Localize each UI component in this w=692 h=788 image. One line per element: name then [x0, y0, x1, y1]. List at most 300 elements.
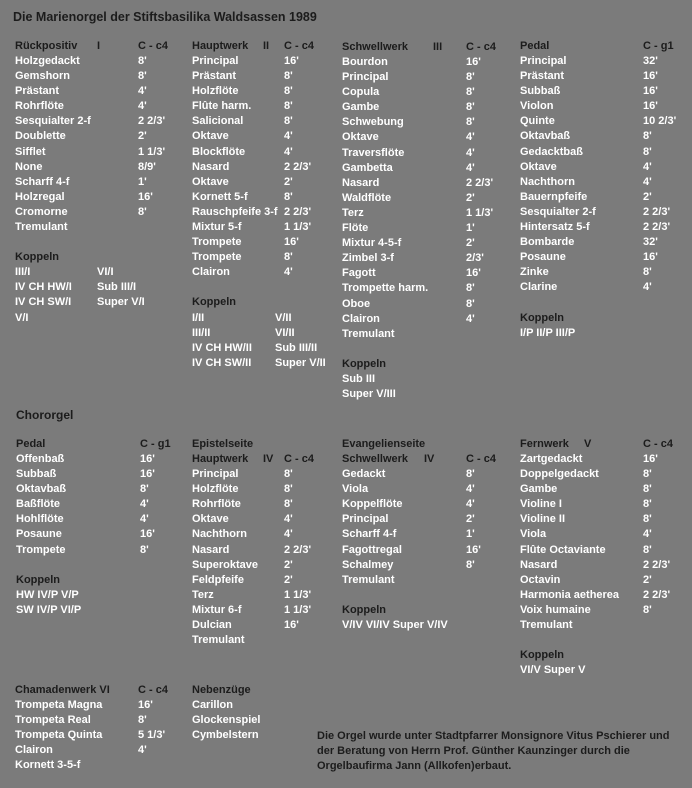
stop-name: Nasard: [342, 176, 380, 189]
stop-name: Bauernpfeife: [520, 190, 588, 203]
stop-footage: 8': [466, 468, 475, 481]
nebenzug-item: Cymbelstern: [192, 729, 259, 742]
stop-name: Viola: [342, 483, 369, 496]
stop-footage: 8/9': [138, 160, 156, 173]
stop-footage: 4': [140, 513, 149, 526]
stop-row: [342, 116, 517, 131]
division-chor-pedal: [16, 438, 191, 619]
stop-row: [520, 574, 692, 589]
stop-name: Flûte Octaviante: [520, 543, 606, 556]
stop-footage: 16': [284, 236, 299, 249]
division-fernwerk: [520, 438, 692, 679]
stop-row: [342, 483, 517, 498]
stop-row: [192, 468, 367, 483]
stop-row: [342, 498, 517, 513]
stop-footage: 8': [643, 543, 652, 556]
division-compass: C - c4: [643, 438, 673, 450]
koppeln-heading: Koppeln: [342, 357, 386, 370]
builder-note: Die Orgel wurde unter Stadtpfarrer Monsignore Vitus Pschierer und der Beratung von Herrn Prof. Günther Kaunzinger durch die Orgelbaufirma Jann (Allkofen)erbaut.: [317, 730, 670, 772]
stop-footage: 4': [466, 498, 475, 511]
stop-row: [192, 528, 367, 543]
koppeln-heading: Koppeln: [342, 603, 386, 616]
stop-name: Holzflöte: [192, 483, 239, 496]
stop-name: Clairon: [342, 312, 380, 325]
koppel-item: HW IV/P V/P: [16, 588, 79, 601]
koppel-item: I/II: [192, 311, 205, 324]
koppel-item: Super V/II: [275, 356, 326, 369]
stop-row: [520, 146, 692, 161]
stop-footage: 4': [284, 266, 293, 279]
stop-name: Nachthorn: [192, 528, 247, 541]
stop-name: Hintersatz 5-f: [520, 221, 590, 234]
stop-name: Octavin: [520, 573, 561, 586]
stop-row: [16, 498, 191, 513]
stop-footage: 4': [284, 130, 293, 143]
stop-row: [15, 744, 190, 759]
stop-row: [192, 619, 367, 634]
koppel-row: [15, 312, 190, 327]
koppel-item: VI/I: [97, 266, 114, 279]
stop-row: [192, 221, 367, 236]
koppel-item: Sub III/II: [275, 341, 318, 354]
division-hauptwerk: [192, 40, 367, 372]
stop-row: [192, 589, 367, 604]
stop-list: [520, 453, 692, 634]
stop-name: Scharff 4-f: [342, 528, 397, 541]
division-header: [192, 40, 367, 55]
koppel-row: [192, 342, 367, 357]
stop-row: [192, 604, 367, 619]
division-header: [520, 40, 692, 55]
stop-footage: 16': [138, 190, 153, 203]
stop-footage: 8': [643, 145, 652, 158]
division-compass: C - c4: [138, 684, 168, 696]
stop-name: Rohrflöte: [192, 498, 241, 511]
stop-footage: 2 2/3': [643, 588, 671, 601]
koppeln-heading: Koppeln: [16, 573, 60, 586]
stop-row: [342, 207, 517, 222]
division-header: [16, 438, 191, 453]
stop-name: Sesquialter 2-f: [520, 205, 596, 218]
stop-name: Tremulant: [15, 221, 68, 234]
stop-row: [520, 266, 692, 281]
stop-row: [15, 115, 190, 130]
stop-row: [342, 131, 517, 146]
koppel-item: Sub III/I: [97, 281, 137, 294]
stop-footage: 8': [284, 115, 293, 128]
stop-name: Fagott: [342, 267, 376, 280]
stop-list: [520, 55, 692, 297]
koppel-item: IV CH HW/I: [15, 281, 72, 294]
koppeln-list: [192, 312, 367, 372]
stop-row: [342, 544, 517, 559]
stop-row: [15, 70, 190, 85]
stop-name: Gambetta: [342, 161, 393, 174]
stop-footage: 8': [643, 130, 652, 143]
stop-name: Nachthorn: [520, 175, 575, 188]
stop-name: Terz: [342, 206, 364, 219]
stop-name: Nasard: [192, 543, 230, 556]
koppel-row: [15, 281, 190, 296]
stop-footage: 32': [643, 55, 658, 67]
stop-row: [342, 282, 517, 297]
nebenzug-item: Carillon: [192, 699, 233, 712]
koppel-item: SW IV/P VI/P: [16, 603, 82, 616]
division-rueckpositiv: [15, 40, 190, 327]
stop-footage: 8': [284, 251, 293, 264]
stop-row: [192, 100, 367, 115]
koppel-item: IV CH HW/II: [192, 341, 252, 354]
stop-name: Koppelflöte: [342, 498, 403, 511]
stop-name: Tremulant: [520, 619, 573, 632]
division-compass: C - c4: [284, 40, 314, 52]
koppeln-heading: Koppeln: [192, 296, 236, 309]
stop-row: [16, 528, 191, 543]
stop-name: Hohlflöte: [16, 513, 64, 526]
division-name: Schwellwerk: [342, 453, 409, 466]
stop-row: [520, 236, 692, 251]
stop-footage: 1': [466, 222, 475, 235]
stop-row: [15, 191, 190, 206]
stop-name: Trompette harm.: [342, 282, 429, 295]
koppel-row: [192, 327, 367, 342]
stop-row: [16, 483, 191, 498]
stop-name: Blockflöte: [192, 145, 246, 158]
stop-name: None: [15, 160, 43, 173]
stop-footage: 4': [284, 513, 293, 526]
stop-name: Harmonia aetherea: [520, 588, 620, 601]
stop-row: [342, 252, 517, 267]
stop-name: Waldflöte: [342, 191, 392, 204]
stop-name: Trompete: [16, 543, 66, 556]
stop-row: [16, 453, 191, 468]
stop-row: [192, 498, 367, 513]
koppel-item: VI/V Super V: [520, 664, 586, 677]
stop-row: [192, 544, 367, 559]
stop-row: [192, 483, 367, 498]
stop-name: Flöte: [342, 222, 369, 235]
koppel-item: IV CH SW/I: [15, 296, 72, 309]
stop-row: [15, 206, 190, 221]
stop-name: Tremulant: [192, 634, 245, 647]
stop-row: [342, 222, 517, 237]
stop-footage: 1': [466, 528, 475, 541]
division-name: Chamadenwerk VI: [15, 684, 110, 696]
stop-row: [520, 498, 692, 513]
stop-name: Terz: [192, 588, 214, 601]
stop-footage: 4': [140, 498, 149, 511]
stop-name: Oboe: [342, 297, 371, 310]
stop-row: [192, 70, 367, 85]
division-name: Hauptwerk: [192, 453, 249, 466]
division-pedal: [520, 40, 692, 342]
stop-list: [342, 56, 517, 343]
stop-row: [520, 589, 692, 604]
stop-row: [192, 130, 367, 145]
stop-footage: 1 1/3': [284, 603, 312, 616]
stop-row: [520, 528, 692, 543]
stop-footage: 16': [284, 619, 299, 632]
stop-footage: 16': [140, 468, 155, 481]
stop-row: [520, 513, 692, 528]
stop-footage: 8': [138, 55, 147, 67]
stop-row: [15, 161, 190, 176]
division-chor-schwellwerk: [342, 438, 517, 634]
koppel-item: I/P II/P III/P: [520, 326, 576, 339]
nebenzug-item: Glockenspiel: [192, 714, 261, 727]
stop-row: [192, 85, 367, 100]
stop-name: Violine I: [520, 498, 562, 511]
stop-footage: 16': [643, 70, 658, 83]
division-numeral: III: [433, 41, 443, 53]
division-name: Pedal: [16, 438, 46, 450]
stop-name: Principal: [342, 71, 389, 84]
stop-row: [520, 115, 692, 130]
stop-row: [342, 559, 517, 574]
stop-row: [342, 528, 517, 543]
stop-footage: 2': [284, 558, 293, 571]
stop-row: [15, 146, 190, 161]
stop-row: [342, 267, 517, 282]
division-side: Evangelienseite: [342, 438, 426, 450]
stop-row: [342, 298, 517, 313]
stop-footage: 16': [643, 100, 658, 113]
stop-footage: 8': [284, 498, 293, 511]
stop-row: [342, 574, 517, 589]
stop-name: Superoktave: [192, 558, 259, 571]
stop-row: [342, 328, 517, 343]
stop-footage: 8': [140, 483, 149, 496]
stop-name: Viola: [520, 528, 547, 541]
stop-row: [520, 130, 692, 145]
stop-footage: 2': [466, 513, 475, 526]
stop-footage: 8': [466, 297, 475, 310]
stop-footage: 16': [140, 453, 155, 465]
koppel-item: Super V/III: [342, 387, 396, 400]
stop-list: [342, 468, 517, 589]
division-name: Hauptwerk: [192, 40, 249, 52]
division-name: Pedal: [520, 40, 550, 52]
stop-row: [192, 634, 367, 649]
stop-row: [15, 55, 190, 70]
division-chor-hauptwerk: [192, 438, 367, 649]
stop-footage: 8': [138, 70, 147, 83]
stop-footage: 16': [466, 267, 481, 280]
stop-name: Gambe: [342, 101, 380, 114]
stop-name: Trompete: [192, 236, 242, 249]
koppel-row: [15, 266, 190, 281]
stop-name: Zimbel 3-f: [342, 252, 394, 265]
stop-row: [15, 85, 190, 100]
stop-footage: 16': [284, 55, 299, 67]
stop-footage: 4': [466, 131, 475, 144]
stop-list: [192, 468, 367, 649]
stop-name: Gambe: [520, 483, 558, 496]
stop-name: Sifflet: [15, 145, 46, 158]
stop-footage: 16': [466, 543, 481, 556]
stop-row: [192, 236, 367, 251]
stop-footage: 10 2/3': [643, 115, 677, 128]
stop-name: Posaune: [16, 528, 62, 541]
koppel-item: V/II: [275, 311, 292, 324]
stop-row: [15, 759, 190, 774]
stop-row: [520, 70, 692, 85]
stop-footage: 8': [643, 603, 652, 616]
stop-row: [520, 100, 692, 115]
stop-row: [15, 100, 190, 115]
stop-name: Posaune: [520, 251, 566, 264]
stop-footage: 8': [466, 282, 475, 295]
stop-name: Gedackt: [342, 468, 386, 481]
koppel-item: VI/II: [275, 326, 295, 339]
stop-footage: 1 1/3': [284, 221, 312, 234]
stop-footage: 8': [643, 513, 652, 526]
koppel-item: IV CH SW/II: [192, 356, 252, 369]
stop-row: [16, 468, 191, 483]
stop-footage: 8': [284, 85, 293, 98]
stop-footage: 8': [466, 71, 475, 84]
stop-footage: 2 2/3': [643, 221, 671, 234]
division-compass: C - g1: [140, 438, 171, 450]
stop-footage: 4': [643, 175, 652, 188]
stop-footage: 2 2/3': [284, 543, 312, 556]
stop-row: [342, 86, 517, 101]
stop-footage: 2': [284, 175, 293, 188]
stop-footage: 1 1/3': [284, 588, 312, 601]
stop-footage: 32': [643, 236, 658, 249]
division-header: [342, 41, 517, 56]
stop-footage: 8': [466, 86, 475, 99]
stop-footage: 2 2/3': [138, 115, 166, 128]
stop-name: Rauschpfeife 3-f: [192, 205, 278, 218]
division-numeral: V: [584, 438, 592, 450]
stop-name: Subbaß: [520, 85, 561, 98]
koppeln-heading: Koppeln: [15, 251, 59, 264]
stop-name: Feldpfeife: [192, 573, 244, 586]
division-header: [192, 453, 367, 468]
stop-name: Doublette: [15, 130, 66, 143]
stop-footage: 8': [140, 543, 149, 556]
stop-name: Traversflöte: [342, 146, 405, 159]
stop-footage: 16': [643, 85, 658, 98]
koppel-item: V/IV VI/IV Super V/IV: [342, 618, 448, 631]
stop-name: Flûte harm.: [192, 100, 252, 113]
stop-row: [342, 468, 517, 483]
stop-name: Schalmey: [342, 558, 394, 571]
division-header: [15, 40, 190, 55]
stop-name: Principal: [520, 55, 567, 67]
division-numeral: II: [263, 40, 270, 52]
stop-name: Tremulant: [342, 327, 395, 340]
stop-name: Oktavbaß: [16, 483, 67, 496]
stop-footage: 2': [466, 237, 475, 250]
stop-row: [342, 162, 517, 177]
division-name: Rückpositiv: [15, 40, 78, 52]
stop-name: Tremulant: [342, 573, 395, 586]
stop-row: [520, 176, 692, 191]
stop-name: Dulcian: [192, 619, 232, 632]
stop-row: [342, 177, 517, 192]
division-schwellwerk: [342, 41, 517, 403]
stop-name: Voix humaine: [520, 603, 591, 616]
stop-footage: 8': [643, 468, 652, 481]
stop-footage: 16': [466, 56, 481, 68]
stop-footage: 5 1/3': [138, 729, 166, 742]
stop-row: [342, 101, 517, 116]
stop-name: Clairon: [192, 266, 230, 279]
stop-row: [342, 313, 517, 328]
stop-footage: 16': [138, 699, 153, 711]
stop-name: Kornett 5-f: [192, 190, 248, 203]
stop-footage: 4': [643, 160, 652, 173]
stop-name: Oktavbaß: [520, 130, 571, 143]
stop-name: Oktave: [342, 131, 379, 144]
division-compass: C - c4: [138, 40, 168, 52]
stop-name: Prästant: [15, 85, 60, 98]
stop-row: [520, 55, 692, 70]
division-compass: C - c4: [466, 41, 496, 53]
stop-row: [342, 192, 517, 207]
stop-name: Principal: [342, 513, 389, 526]
stop-name: Principal: [192, 55, 239, 67]
stop-footage: 8': [138, 714, 147, 727]
division-header: [342, 453, 517, 468]
stop-footage: 8': [643, 266, 652, 279]
stop-footage: 2/3': [466, 252, 484, 265]
stop-row: [192, 115, 367, 130]
division-numeral: IV: [263, 453, 274, 466]
stop-row: [520, 221, 692, 236]
stop-footage: 2': [138, 130, 147, 143]
stop-name: Baßflöte: [16, 498, 60, 511]
stop-name: Gedacktbaß: [520, 145, 583, 158]
stop-footage: 2': [284, 573, 293, 586]
stop-footage: 2': [466, 191, 475, 204]
stop-list: [15, 55, 190, 236]
koppeln-heading: Koppeln: [520, 649, 564, 662]
stop-name: Zartgedackt: [520, 453, 583, 465]
stop-row: [15, 699, 190, 714]
stop-name: Oktave: [192, 513, 229, 526]
division-compass: C - g1: [643, 40, 674, 52]
stop-list: [16, 453, 191, 559]
stop-row: [15, 714, 190, 729]
stop-name: Violon: [520, 100, 554, 113]
koppeln-heading: Koppeln: [520, 311, 564, 324]
stop-footage: 2': [643, 573, 652, 586]
koppel-item: Super V/I: [97, 296, 145, 309]
stop-row: [520, 453, 692, 468]
stop-footage: 4': [284, 145, 293, 158]
stop-name: Holzgedackt: [15, 55, 80, 67]
stop-name: Clairon: [15, 744, 53, 757]
nebenzuege-heading: Nebenzüge: [192, 684, 251, 696]
stop-name: Nasard: [192, 160, 230, 173]
stop-footage: 8': [138, 205, 147, 218]
stop-footage: 2 2/3': [284, 205, 312, 218]
koppel-row: [192, 357, 367, 372]
stop-name: Kornett 3-5-f: [15, 759, 81, 772]
stop-name: Mixtur 6-f: [192, 603, 242, 616]
stop-row: [192, 206, 367, 221]
stop-name: Trompeta Quinta: [15, 729, 103, 742]
division-numeral: IV: [424, 453, 435, 466]
stop-footage: 4': [466, 146, 475, 159]
stop-name: Salicional: [192, 115, 244, 128]
stop-footage: 4': [466, 161, 475, 174]
stop-name: Violine II: [520, 513, 566, 526]
stop-name: Nasard: [520, 558, 558, 571]
